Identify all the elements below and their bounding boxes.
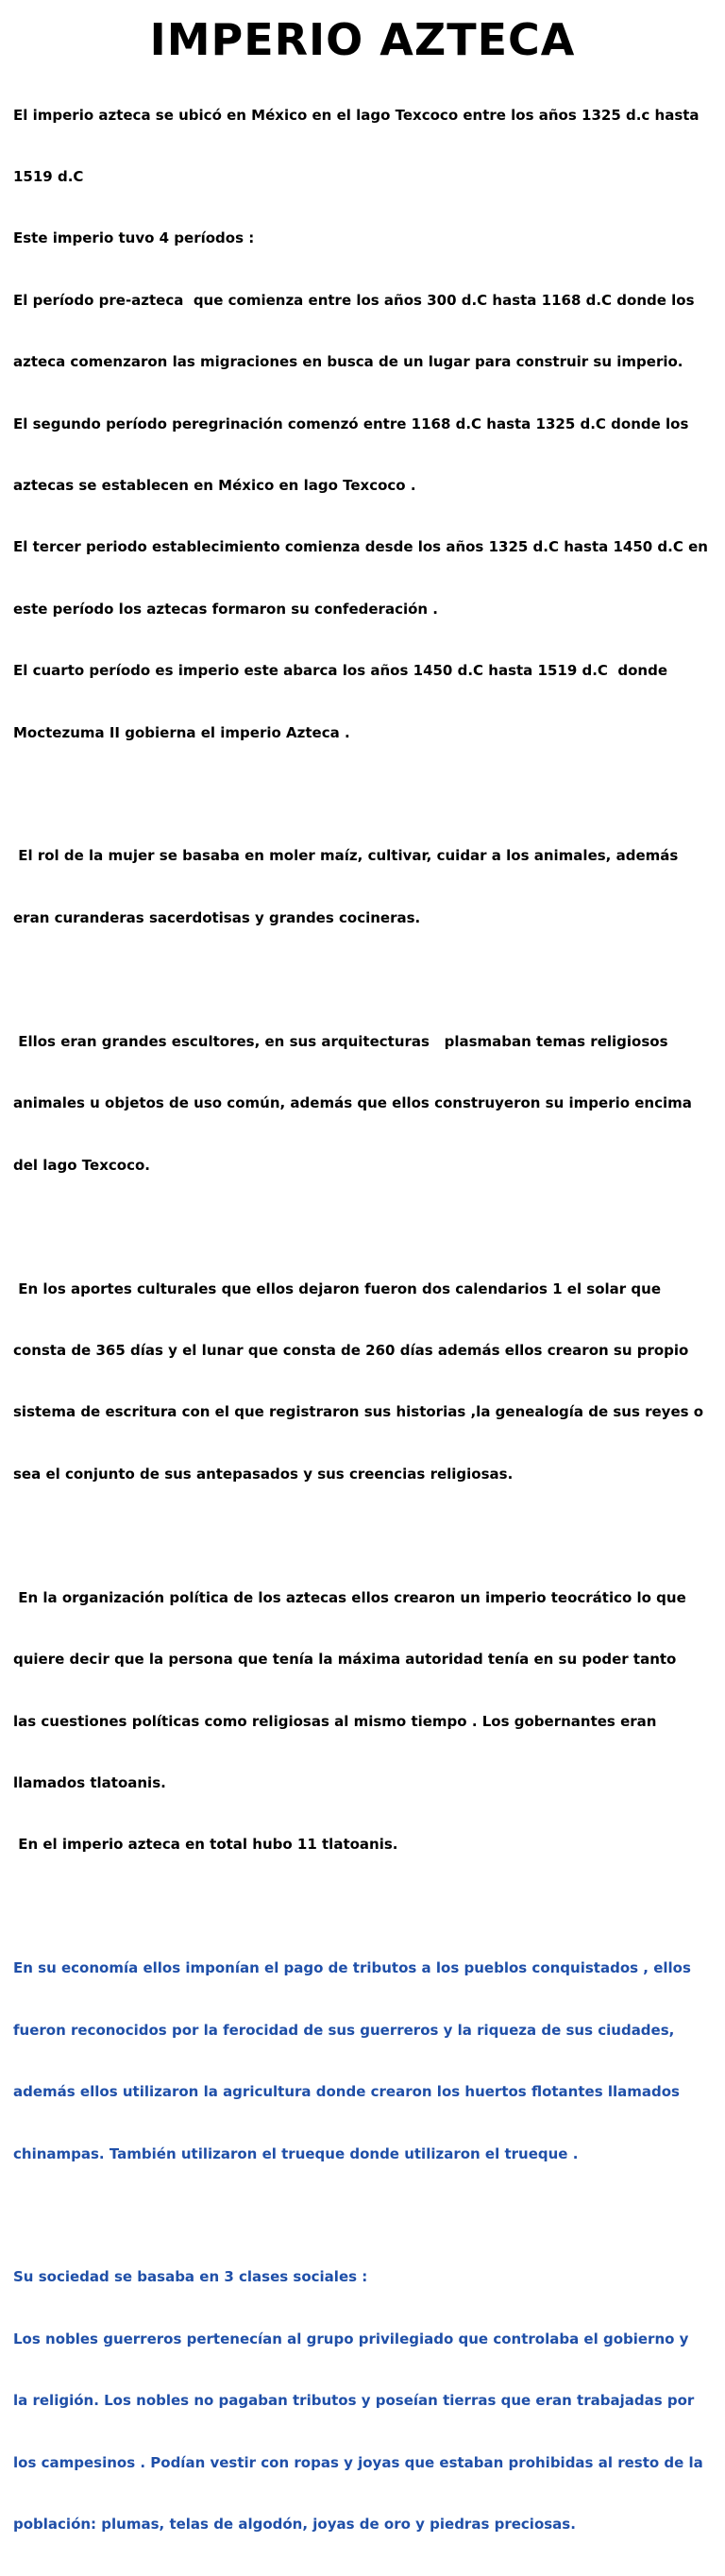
text-line: las cuestiones políticas como religiosas al mismo tiempo . Los gobernantes eran [13,1712,657,1730]
text-line: El imperio azteca se ubicó en México en el lago Texcoco entre los años 1325 d.c hasta [13,106,700,124]
text-line: este período los aztecas formaron su confederación . [13,600,438,618]
society-paragraph [13,2227,702,2576]
document-body [13,64,708,2576]
text-line: sistema de escritura con el que registraron sus historias ,la genealogía de sus reyes o [13,1403,704,1421]
text-line: sea el conjunto de sus antepasados y sus creencias religiosas. [13,1465,514,1483]
text-line: consta de 365 días y el lunar que consta de 260 días además ellos crearon su propio [13,1342,689,1360]
paragraph-spacer [13,785,702,805]
text-line: animales u objetos de uso común, además que ellos construyeron su imperio encima [13,1094,692,1112]
text-line: del lago Texcoco. [13,1156,150,1174]
text-line: Su sociedad se basaba en 3 clases sociales : [13,2268,368,2286]
sculptors-paragraph [13,991,702,1217]
text-line: Moctezuma II gobierna el imperio Azteca . [13,723,350,741]
culture-paragraph [13,1238,702,1526]
paragraph-spacer [13,1526,702,1547]
text-line: quiere decir que la persona que tenía la máxima autoridad tenía en su poder tanto [13,1651,677,1669]
text-line: El rol de la mujer se basaba en moler maíz, cultivar, cuidar a los animales, además [13,847,679,865]
text-line: El cuarto período es imperio este abarca los años 1450 d.C hasta 1519 d.C donde [13,662,667,680]
text-line: aztecas se establecen en México en lago Texcoco . [13,476,416,494]
text-line: 1519 d.C [13,167,84,185]
text-line: El tercer periodo establecimiento comienza desde los años 1325 d.C hasta 1450 d.C en [13,538,708,556]
text-line: En la organización política de los aztecas ellos crearon un imperio teocrático lo que [13,1588,686,1606]
text-line: chinampas. También utilizaron el trueque donde utilizaron el trueque . [13,2144,579,2162]
text-line: El período pre-azteca que comienza entre los años 300 d.C hasta 1168 d.C donde los [13,291,695,309]
text-line: El segundo período peregrinación comenzó entre 1168 d.C hasta 1325 d.C donde los [13,415,689,432]
women-role-paragraph [13,805,702,970]
text-line: además ellos utilizaron la agricultura donde crearon los huertos flotantes llamados [13,2083,680,2101]
text-line: azteca comenzaron las migraciones en busca de un lugar para construir su imperio. [13,353,683,371]
intro-paragraph [13,64,708,785]
text-line: eran curanderas sacerdotisas y grandes cocineras. [13,908,421,926]
text-line: Los nobles guerreros pertenecían al grupo privilegiado que controlaba el gobierno y [13,2330,689,2347]
text-line: En su economía ellos imponían el pago de tributos a los pueblos conquistados , ellos [13,1959,691,1977]
text-line: En el imperio azteca en total hubo 11 tlatoanis. [13,1836,398,1854]
paragraph-spacer [13,970,702,991]
text-line: Ellos eran grandes escultores, en sus arquitecturas plasmaban temas religiosos [13,1032,668,1050]
text-line: población: plumas, telas de algodón, joyas de oro y piedras preciosas. [13,2516,576,2534]
paragraph-spacer [13,1217,702,1238]
paragraph-spacer [13,2206,702,2227]
text-line: los campesinos . Podían vestir con ropas y joyas que estaban prohibidas al resto de la [13,2453,703,2471]
text-line: Este imperio tuvo 4 períodos : [13,229,255,247]
text-line: fueron reconocidos por la ferocidad de sus guerreros y la riqueza de sus ciudades, [13,2021,675,2039]
page-title: IMPERIO AZTECA [149,14,576,65]
text-line: En los aportes culturales que ellos dejaron fueron dos calendarios 1 el solar que [13,1280,662,1297]
economy-paragraph [13,1918,702,2206]
text-line: la religión. Los nobles no pagaban tributos y poseían tierras que eran trabajadas por [13,2392,695,2410]
politics-paragraph [13,1547,702,1897]
paragraph-spacer [13,1897,702,1918]
text-line: llamados tlatoanis. [13,1773,166,1791]
